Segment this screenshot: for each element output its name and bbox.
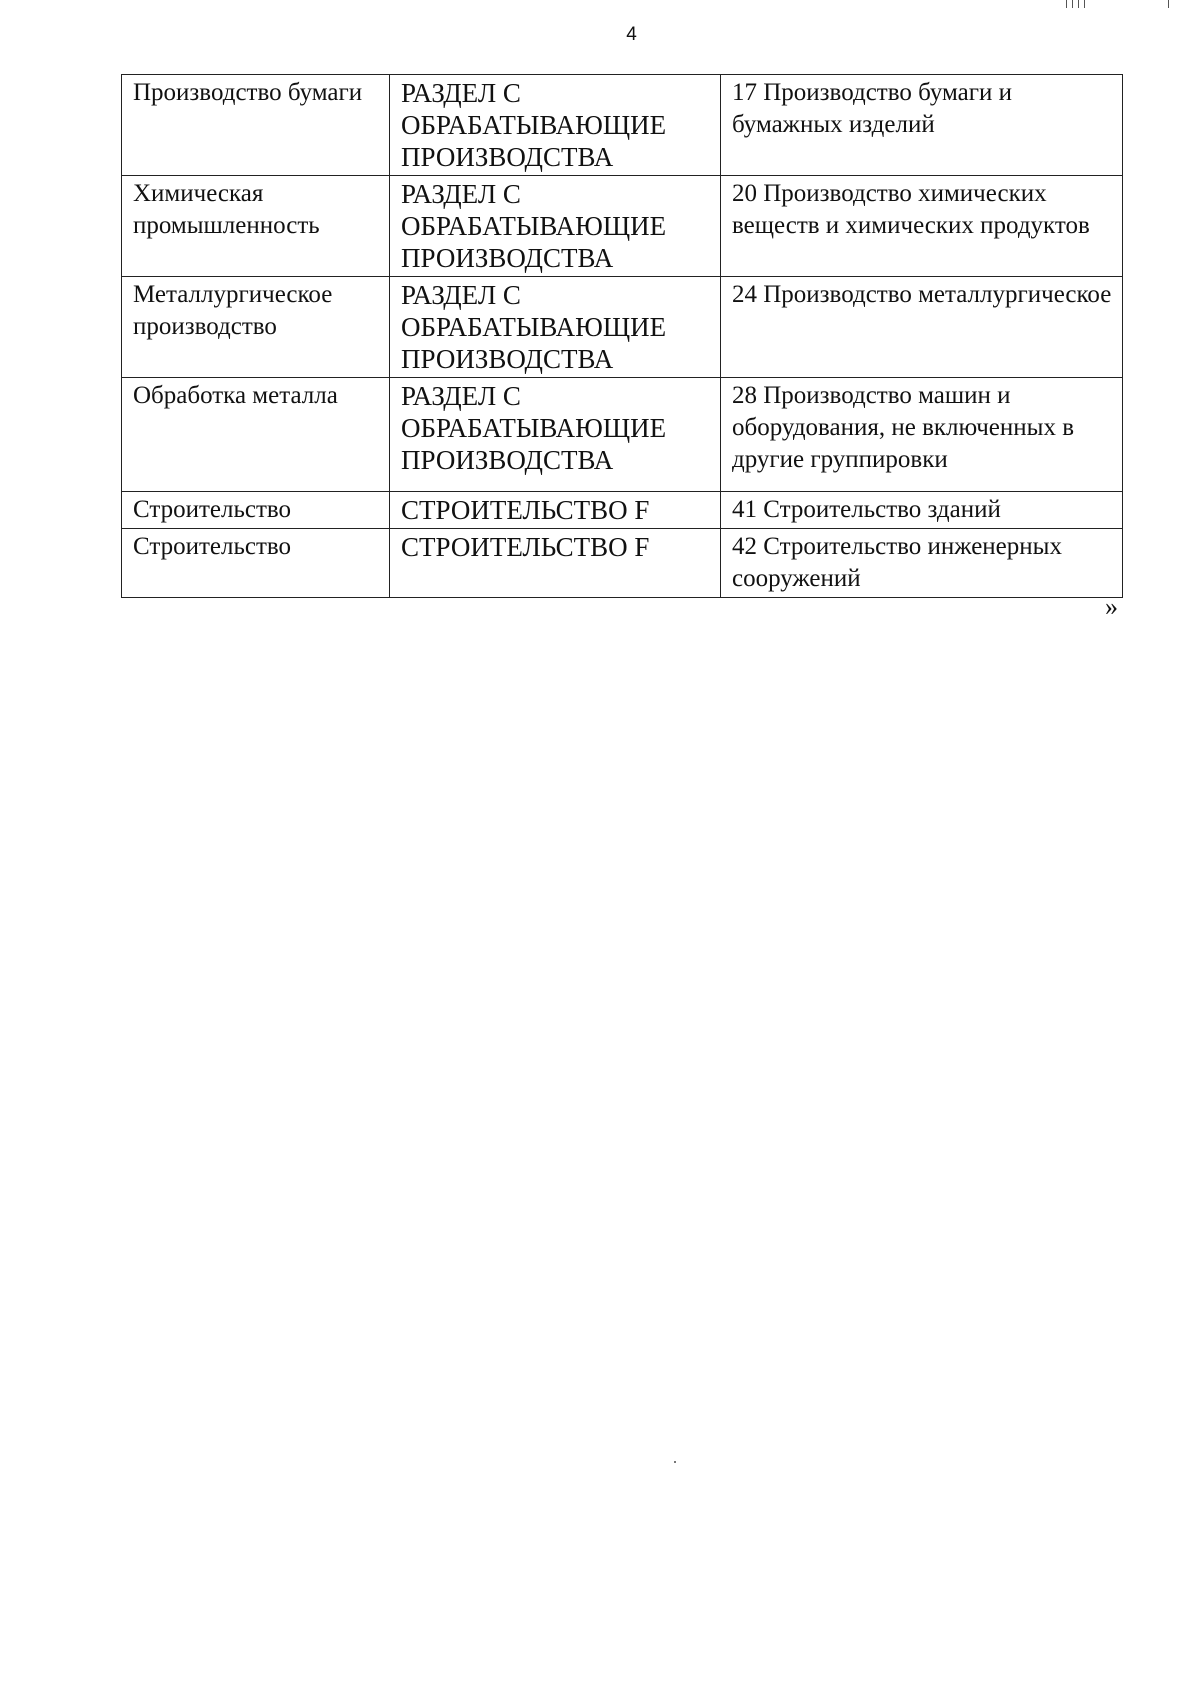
industry-cell: Химическая промышленность bbox=[122, 176, 390, 277]
industry-cell: Металлургическое производство bbox=[122, 277, 390, 378]
scan-artifact bbox=[1084, 0, 1085, 8]
table-row bbox=[122, 378, 1123, 492]
industry-cell: Обработка металла bbox=[122, 378, 390, 492]
section-cell: РАЗДЕЛ С ОБРАБАТЫВАЮЩИЕ ПРОИЗВОДСТВА bbox=[390, 277, 721, 378]
section-cell: РАЗДЕЛ С ОБРАБАТЫВАЮЩИЕ ПРОИЗВОДСТВА bbox=[390, 75, 721, 176]
scan-dot bbox=[674, 1461, 676, 1463]
section-cell: СТРОИТЕЛЬСТВО F bbox=[390, 492, 721, 529]
activity-cell: 42 Строительство инженерных сооружений bbox=[721, 529, 1123, 598]
scan-artifact bbox=[1078, 0, 1079, 8]
table-row bbox=[122, 529, 1123, 598]
activity-cell: 20 Производство химических веществ и химических продуктов bbox=[721, 176, 1123, 277]
scan-artifact bbox=[1168, 0, 1169, 8]
industry-table bbox=[121, 74, 1123, 598]
scan-artifact bbox=[1072, 0, 1073, 8]
activity-cell: 17 Производство бумаги и бумажных изделий bbox=[721, 75, 1123, 176]
activity-cell: 28 Производство машин и оборудования, не включенных в другие группировки bbox=[721, 378, 1123, 492]
industry-cell: Производство бумаги bbox=[122, 75, 390, 176]
page-number: 4 bbox=[626, 24, 637, 45]
closing-quote: » bbox=[1105, 592, 1118, 621]
table-row bbox=[122, 75, 1123, 176]
industry-cell: Строительство bbox=[122, 492, 390, 529]
table-row bbox=[122, 492, 1123, 529]
activity-cell: 24 Производство металлургическое bbox=[721, 277, 1123, 378]
industry-cell: Строительство bbox=[122, 529, 390, 598]
activity-cell: 41 Строительство зданий bbox=[721, 492, 1123, 529]
scan-artifact bbox=[1066, 0, 1067, 8]
table-row bbox=[122, 277, 1123, 378]
table-row bbox=[122, 176, 1123, 277]
section-cell: РАЗДЕЛ С ОБРАБАТЫВАЮЩИЕ ПРОИЗВОДСТВА bbox=[390, 176, 721, 277]
section-cell: СТРОИТЕЛЬСТВО F bbox=[390, 529, 721, 598]
section-cell: РАЗДЕЛ С ОБРАБАТЫВАЮЩИЕ ПРОИЗВОДСТВА bbox=[390, 378, 721, 492]
